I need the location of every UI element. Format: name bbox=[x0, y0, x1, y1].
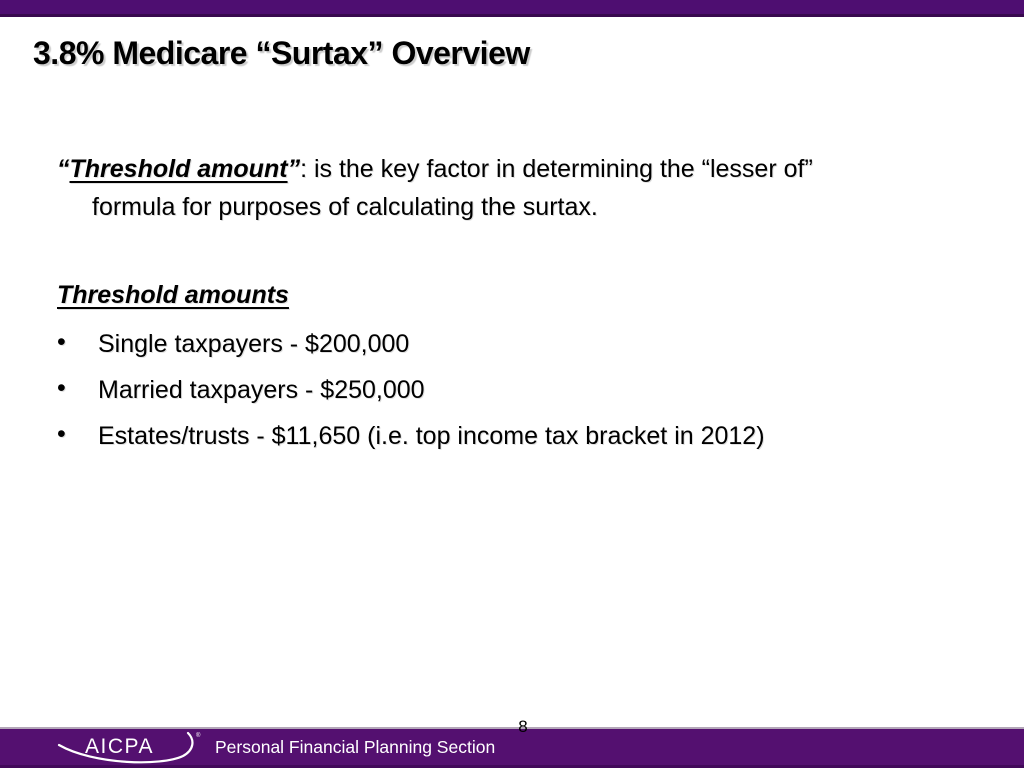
intro-line-1 bbox=[57, 150, 1017, 188]
top-accent-bar bbox=[0, 0, 1024, 17]
threshold-amounts-heading: Threshold amounts bbox=[57, 281, 289, 309]
bullet-icon: • bbox=[57, 328, 66, 356]
aicpa-logo-text: AICPA bbox=[85, 735, 154, 758]
bullet-list bbox=[57, 326, 1007, 464]
list-item bbox=[57, 326, 1007, 363]
intro-line-2: formula for purposes of calculating the surtax. bbox=[92, 193, 598, 221]
registered-mark-icon: ® bbox=[196, 733, 201, 739]
footer-section-label: Personal Financial Planning Section bbox=[215, 737, 496, 757]
intro-close-quote: ” bbox=[287, 155, 301, 183]
intro-open-quote: “ bbox=[57, 155, 70, 183]
list-item bbox=[57, 418, 1007, 455]
page-number: 8 bbox=[518, 717, 528, 736]
list-item-text: Single taxpayers - $200,000 bbox=[98, 330, 410, 358]
intro-paragraph bbox=[57, 150, 1017, 226]
list-item bbox=[57, 372, 1007, 409]
intro-emphasis: Threshold amount bbox=[69, 155, 288, 183]
list-item-text: Estates/trusts - $11,650 (i.e. top income tax bracket in 2012) bbox=[98, 422, 765, 450]
intro-rest: : is the key factor in determining the “lesser of” bbox=[300, 155, 813, 183]
page-title: 3.8% Medicare “Surtax” Overview bbox=[33, 35, 530, 71]
list-item-text: Married taxpayers - $250,000 bbox=[98, 376, 425, 404]
bullet-icon: • bbox=[57, 374, 66, 402]
bullet-icon: • bbox=[57, 420, 66, 448]
